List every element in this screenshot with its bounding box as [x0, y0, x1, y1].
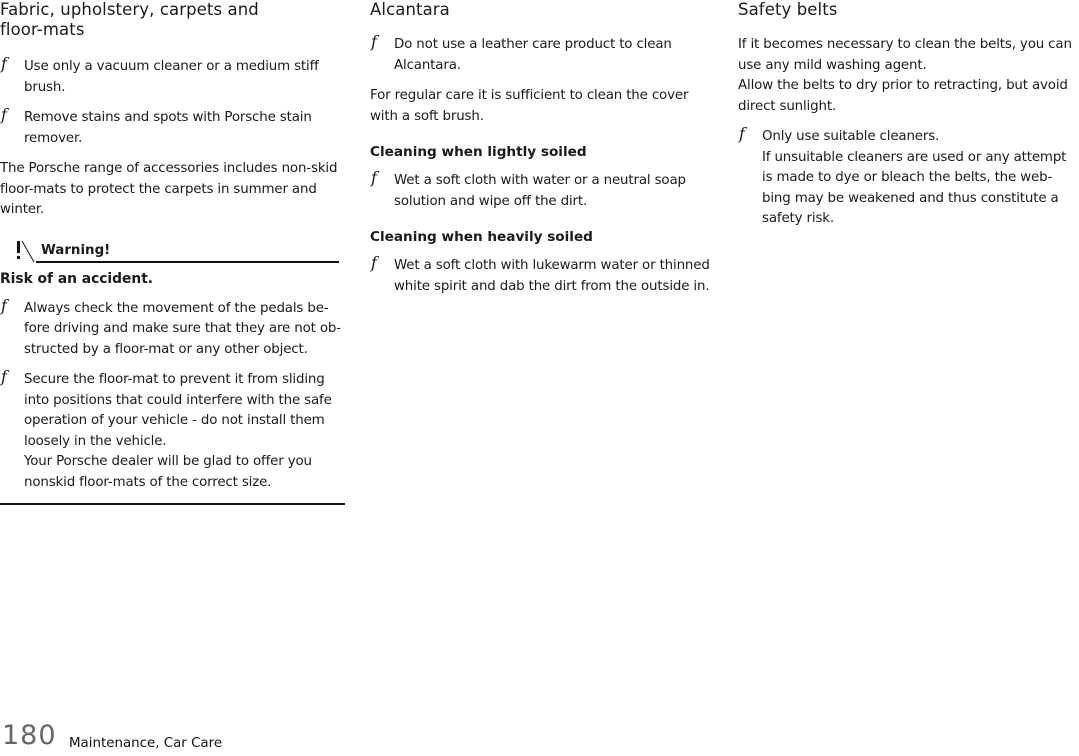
paragraph-belts: If it becomes necessary to clean the belts, you can use any mild washing agent. Allow the belts to dry prior to retracting, but avoid direct sunlight.: [738, 37, 1072, 114]
list-item: f Use only a vacuum cleaner or a medium stiff brush.: [1, 54, 319, 95]
subheading-heavy: Cleaning when heavily soiled: [370, 229, 593, 245]
page-footer: [0, 720, 400, 756]
list-item: f Secure the floor-mat to prevent it from sliding into positions that could interfere with the safe operation of your vehicle - do not install them loosely in the vehicle. Your Porsche dealer will be glad to offer you nonskid floor-mats of the correct size.: [1, 367, 332, 490]
list-item: f Wet a soft cloth with water or a neutral soap solution and wipe off the dirt.: [371, 168, 686, 209]
column-belts: [738, 0, 1079, 230]
heading-fabric: Fabric, upholstery, carpets and floor-mats: [0, 0, 259, 39]
warning-risk: Risk of an accident.: [0, 270, 154, 287]
divider: [0, 503, 345, 505]
page-number: 180: [2, 720, 57, 751]
list-item: f Always check the movement of the pedals be-fore driving and make sure that they are not ob-structed by a floor-mat or any other object.: [1, 295, 341, 357]
paragraph-care: For regular care it is sufficient to clean the cover with a soft brush.: [370, 88, 689, 124]
subheading-light: Cleaning when lightly soiled: [370, 144, 587, 160]
heading-belts: Safety belts: [738, 0, 838, 19]
list-item: f Wet a soft cloth with lukewarm water or thinned white spirit and dab the dirt from the outside in.: [371, 253, 710, 294]
divider: [36, 261, 339, 263]
heading-alcantara: Alcantara: [370, 0, 450, 19]
list-item: f Do not use a leather care product to clean Alcantara.: [371, 32, 672, 73]
list-item: f Remove stains and spots with Porsche stain remover.: [1, 105, 312, 146]
warning-header: [0, 237, 345, 263]
warning-label: Warning!: [41, 242, 111, 258]
section-title: Maintenance, Car Care: [69, 736, 223, 751]
paragraph-accessories: The Porsche range of accessories includes non-skid floor-mats to protect the carpets in summer and winter.: [0, 161, 338, 217]
warning-icon: [0, 235, 40, 263]
column-fabric: [0, 0, 345, 505]
list-item: f Only use suitable cleaners. If unsuitable cleaners are used or any attempt is made to dye or bleach the belts, the web-bing may be weakened and thus constitute a safety risk.: [739, 124, 1067, 226]
column-alcantara: [370, 0, 715, 297]
